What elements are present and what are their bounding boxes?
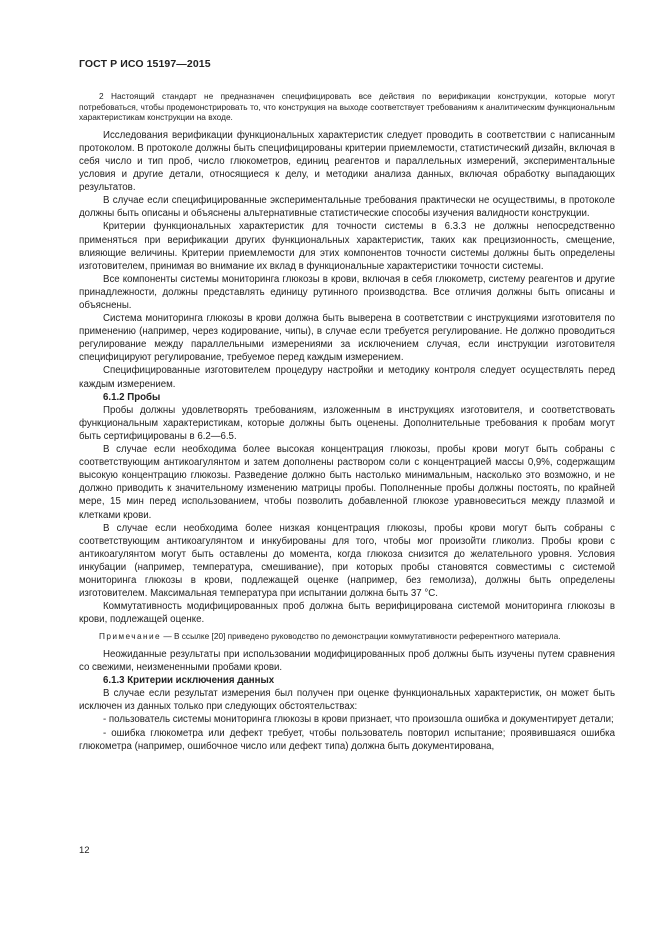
page-header-title: ГОСТ Р ИСО 15197—2015: [79, 58, 211, 70]
note-text: — В ссылке [20] приведено руководство по демонстрации коммутативности референтного материала.: [161, 631, 561, 642]
page-number: 12: [79, 845, 90, 856]
body-paragraph: В случае если специфицированные экспериментальные требования практически не осуществимы, в протоколе должны быть описаны и объяснены альтернативные статистические способы изучения валидности конструкции.: [79, 195, 615, 220]
body-paragraph: Специфицированные изготовителем процедуру настройки и методику контроля следует осуществлять перед каждым измерением.: [79, 365, 615, 390]
list-item: - ошибка глюкометра или дефект требует, чтобы пользователь повторил испытание; проявившаяся ошибка глюкометра (например, ошибочное число или дефект типа) должна быть документирована,: [79, 727, 615, 752]
note-label: Примечание: [99, 631, 162, 642]
body-paragraph: Система мониторинга глюкозы в крови должна быть выверена в соответствии с инструкциями изготовителя по применению (например, через кодирование, чипы), в случае если требуется регулирование. Не должно проводиться регулирование между параллельными измерениями за исключением случая, если инструкции изготовителя специфицируют регулирование, требуемое перед каждым измерением.: [79, 313, 615, 364]
body-paragraph: В случае если необходима более высокая концентрация глюкозы, пробы крови могут быть собраны с соответствующим антикоагулянтом и затем дополнены раствором соли с концентрацией массы 0,9%, содержащим высокую концентрацию глюкозы. Разведение должно быть настолько минимальным, насколько это возможно, и не должно приводить к значительному изменению матрицы пробы. Пополненные пробы должны постоять, по крайней мере, 15 мин перед использованием, чтобы позволить добавленной глюкозе уравновеситься между плазмой и клетками крови.: [79, 444, 615, 521]
section-heading-6-1-3: 6.1.3 Критерии исключения данных: [103, 675, 275, 687]
note-paragraph: [79, 631, 615, 642]
body-paragraph: В случае если результат измерения был получен при оценке функциональных характеристик, он может быть исключен из данных только при следующих обстоятельствах:: [79, 688, 615, 713]
body-paragraph: Исследования верификации функциональных характеристик следует проводить в соответствии с написанным протоколом. В протоколе должны быть специфицированы критерии приемлемости, статистический дизайн, включая в себя число и тип проб, число глюкометров, единиц реагентов и параллельных измерений, экспериментальные условия и другие детали, относящиеся к делу, и методики анализа данных, включая обработку выпадающих результатов.: [79, 129, 615, 194]
body-paragraph: В случае если необходима более низкая концентрация глюкозы, пробы крови могут быть собраны с соответствующим антикоагулянтом и инкубированы для того, чтобы мог произойти гликолиз. Пробы крови с антикоагулянтом могут быть оставлены до момента, когда глюкоза снизится до желательного уровня. Условия инкубации (например, температура, смешивание), при которых пробы становятся совместимы с системой мониторинга глюкозы в крови, подлежащей оценке (например, без гемолиза), должны быть определены изготовителем. Максимальная температура при испытании должна быть 37 °C.: [79, 522, 615, 600]
list-item: - пользователь системы мониторинга глюкозы в крови признает, что произошла ошибка и документирует детали;: [103, 714, 614, 726]
body-paragraph: Неожиданные результаты при использовании модифицированных проб должны быть изучены путем сравнения со свежими, неизмененными пробами крови.: [79, 648, 615, 674]
body-paragraph: Все компоненты системы мониторинга глюкозы в крови, включая в себя глюкометр, систему реагентов и другие принадлежности, должны представлять единицу рутинного производства. Все отличия должны быть описаны и объяснены.: [79, 273, 615, 311]
body-paragraph: Пробы должны удовлетворять требованиям, изложенным в инструкциях изготовителя, и соответствовать функциональным характеристикам, которые должны быть оценены. Дополнительные требования к пробам могут быть сертифицированы в 6.2—6.5.: [79, 404, 615, 442]
body-paragraph: Критерии функциональных характеристик для точности системы в 6.3.3 не должны непосредственно применяться при верификации других функциональных характеристик, таких как прецизионность, смещение, влияющие величины. Критерии приемлемости для этих компонентов точности системы должны быть определены изготовителем, принимая во внимание их вклад в функциональные характеристики точности системы.: [79, 221, 615, 272]
section-heading-6-1-2: 6.1.2 Пробы: [103, 391, 161, 403]
page-content: [79, 91, 615, 753]
note-paragraph: 2 Настоящий стандарт не предназначен специфицировать все действия по верификации конструкции, которые могут потребоваться, чтобы продемонстрировать то, что конструкция на выходе соответствует требованиям к аналитическим функциональным характеристикам конструкции на входе.: [79, 91, 615, 123]
body-paragraph: Коммутативность модифицированных проб должна быть верифицирована системой мониторинга глюкозы в крови, подлежащей оценке.: [79, 601, 615, 626]
